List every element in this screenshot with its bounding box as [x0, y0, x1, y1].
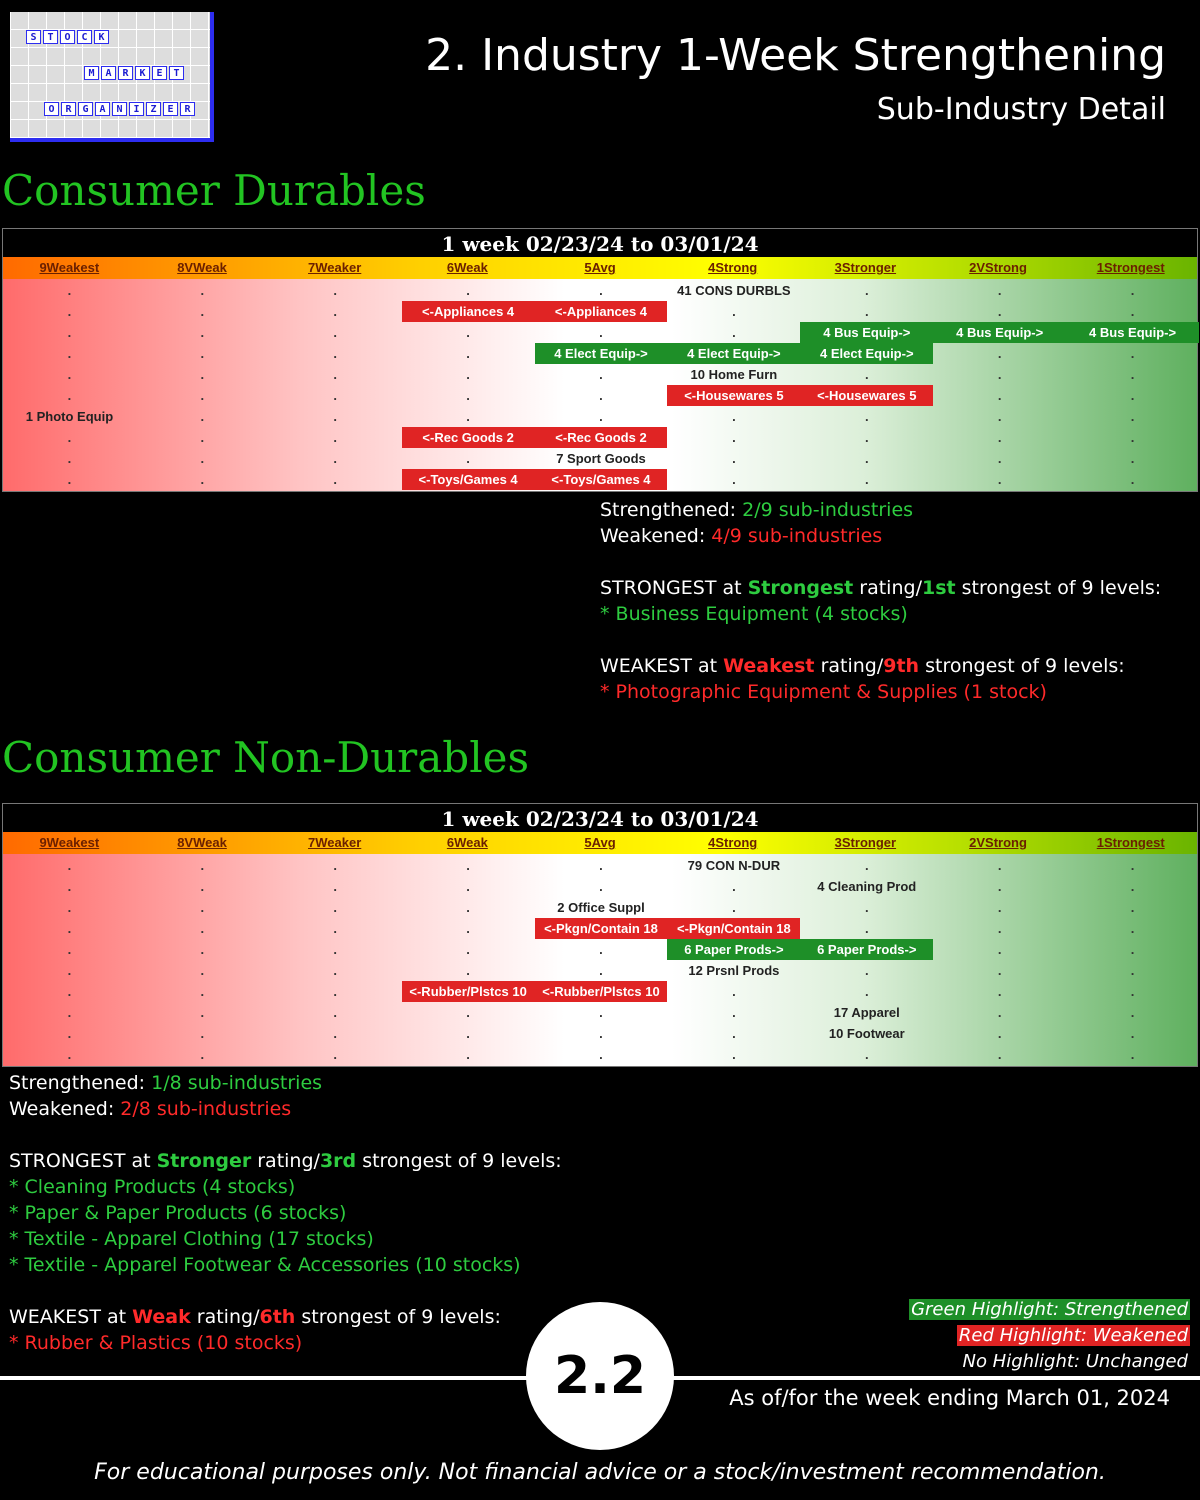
- empty-cell-dot: .: [333, 325, 338, 340]
- weakest-item: * Rubber & Plastics (10 stocks): [9, 1332, 303, 1354]
- empty-cell-dot: .: [466, 963, 470, 978]
- empty-cell-dot: .: [1130, 1047, 1135, 1062]
- empty-cell-dot: .: [864, 858, 869, 873]
- empty-cell-dot: .: [200, 325, 205, 340]
- weakened-line: Weakened: 4/9 sub-industries: [600, 525, 883, 547]
- empty-cell-dot: .: [466, 1005, 470, 1020]
- empty-cell-dot: .: [200, 304, 205, 319]
- empty-cell-dot: .: [599, 1026, 603, 1041]
- page-title: 2. Industry 1-Week Strengthening: [425, 30, 1166, 81]
- empty-cell-dot: .: [333, 942, 338, 957]
- empty-cell-dot: .: [333, 451, 338, 466]
- empty-cell-dot: .: [67, 963, 72, 978]
- empty-cell-dot: .: [732, 1047, 736, 1062]
- empty-cell-dot: .: [466, 346, 470, 361]
- sub-industry-cell-strengthened: 4 Elect Equip->: [800, 343, 933, 364]
- logo-letter: E: [152, 66, 167, 80]
- empty-cell-dot: .: [1130, 409, 1135, 424]
- logo-letter: I: [129, 102, 144, 116]
- level-label: 1Strongest: [1096, 260, 1165, 275]
- empty-cell-dot: .: [864, 984, 869, 999]
- empty-cell-dot: .: [333, 1005, 338, 1020]
- level-label: 8VWeak: [177, 835, 227, 850]
- empty-cell-dot: .: [599, 283, 603, 298]
- level-label: 3Stronger: [834, 835, 897, 850]
- level-label: 5Avg: [584, 260, 616, 275]
- empty-cell-dot: .: [200, 963, 205, 978]
- empty-cell-dot: .: [466, 283, 470, 298]
- empty-cell-dot: .: [200, 1026, 205, 1041]
- logo-letter: Z: [146, 102, 161, 116]
- empty-cell-dot: .: [466, 921, 470, 936]
- level-label: 2VStrong: [969, 260, 1027, 275]
- level-label: 6Weak: [446, 260, 488, 275]
- strongest-item: * Textile - Apparel Clothing (17 stocks): [9, 1228, 374, 1250]
- empty-cell-dot: .: [1130, 304, 1135, 319]
- empty-cell-dot: .: [599, 858, 603, 873]
- empty-cell-dot: .: [333, 984, 338, 999]
- empty-cell-dot: .: [466, 1047, 470, 1062]
- disclaimer: For educational purposes only. Not financial advice or a stock/investment recommendation.: [94, 1460, 1106, 1485]
- sub-industry-grid: [3, 279, 1197, 491]
- empty-cell-dot: .: [997, 346, 1002, 361]
- logo-letter: N: [112, 102, 127, 116]
- empty-cell-dot: .: [466, 451, 470, 466]
- empty-cell-dot: .: [333, 283, 338, 298]
- sub-industry-cell-weakened: <-Housewares 5: [800, 385, 933, 406]
- sub-industry-cell-weakened: <-Pkgn/Contain 18: [535, 918, 668, 939]
- empty-cell-dot: .: [1130, 942, 1135, 957]
- sub-industry-cell: 2 Office Suppl: [557, 900, 645, 915]
- strongest-item: * Textile - Apparel Footwear & Accessories (10 stocks): [9, 1254, 521, 1276]
- empty-cell-dot: .: [1130, 921, 1135, 936]
- empty-cell-dot: .: [864, 409, 869, 424]
- logo-row-market: [84, 66, 184, 80]
- logo-letter: G: [78, 102, 93, 116]
- empty-cell-dot: .: [333, 900, 338, 915]
- empty-cell-dot: .: [333, 858, 338, 873]
- empty-cell-dot: .: [864, 451, 869, 466]
- empty-cell-dot: .: [1130, 451, 1135, 466]
- empty-cell-dot: .: [200, 367, 205, 382]
- empty-cell-dot: .: [1130, 1005, 1135, 1020]
- logo-letter: S: [26, 30, 41, 44]
- empty-cell-dot: .: [732, 325, 736, 340]
- empty-cell-dot: .: [864, 367, 869, 382]
- logo-letter: K: [94, 30, 109, 44]
- empty-cell-dot: .: [732, 430, 736, 445]
- empty-cell-dot: .: [997, 472, 1002, 487]
- empty-cell-dot: .: [1130, 367, 1135, 382]
- empty-cell-dot: .: [997, 451, 1002, 466]
- empty-cell-dot: .: [732, 409, 736, 424]
- sub-industry-cell-strengthened: 4 Bus Equip->: [1066, 322, 1199, 343]
- empty-cell-dot: .: [333, 1047, 338, 1062]
- empty-cell-dot: .: [732, 1005, 736, 1020]
- empty-cell-dot: .: [997, 367, 1002, 382]
- empty-cell-dot: .: [997, 409, 1002, 424]
- empty-cell-dot: .: [333, 1026, 338, 1041]
- empty-cell-dot: .: [997, 858, 1002, 873]
- sub-industry-cell-strengthened: 4 Elect Equip->: [535, 343, 668, 364]
- empty-cell-dot: .: [200, 858, 205, 873]
- empty-cell-dot: .: [200, 1047, 205, 1062]
- empty-cell-dot: .: [1130, 858, 1135, 873]
- sub-industry-cell-weakened: <-Rec Goods 2: [402, 427, 535, 448]
- empty-cell-dot: .: [864, 900, 869, 915]
- empty-cell-dot: .: [200, 921, 205, 936]
- sub-industry-cell-weakened: <-Appliances 4: [402, 301, 535, 322]
- empty-cell-dot: .: [997, 984, 1002, 999]
- sub-industry-cell: 10 Footwear: [828, 1026, 905, 1041]
- empty-cell-dot: .: [67, 430, 72, 445]
- empty-cell-dot: .: [67, 1005, 72, 1020]
- empty-cell-dot: .: [1130, 430, 1135, 445]
- empty-cell-dot: .: [732, 304, 736, 319]
- section-title-durables: Consumer Durables: [2, 166, 426, 215]
- empty-cell-dot: .: [732, 984, 736, 999]
- empty-cell-dot: .: [599, 942, 603, 957]
- level-label: 5Avg: [584, 835, 616, 850]
- empty-cell-dot: .: [997, 879, 1002, 894]
- level-label: 3Stronger: [834, 260, 897, 275]
- empty-cell-dot: .: [997, 963, 1002, 978]
- strongest-item: * Business Equipment (4 stocks): [600, 603, 908, 625]
- empty-cell-dot: .: [466, 367, 470, 382]
- empty-cell-dot: .: [333, 346, 338, 361]
- empty-cell-dot: .: [1130, 388, 1135, 403]
- empty-cell-dot: .: [333, 388, 338, 403]
- empty-cell-dot: .: [200, 900, 205, 915]
- empty-cell-dot: .: [864, 430, 869, 445]
- empty-cell-dot: .: [333, 430, 338, 445]
- empty-cell-dot: .: [200, 283, 205, 298]
- weakened-line: Weakened: 2/8 sub-industries: [9, 1098, 292, 1120]
- empty-cell-dot: .: [200, 388, 205, 403]
- empty-cell-dot: .: [1130, 963, 1135, 978]
- logo-row-stock: [26, 30, 109, 44]
- sub-industry-cell: 12 Prsnl Prods: [688, 963, 780, 978]
- sub-industry-cell-weakened: <-Rubber/Plstcs 10: [535, 981, 668, 1002]
- empty-cell-dot: .: [599, 409, 603, 424]
- legend-green: Green Highlight: Strengthened: [911, 1299, 1188, 1320]
- durables-stats: [600, 497, 1161, 705]
- empty-cell-dot: .: [997, 283, 1002, 298]
- nondurables-chart: [2, 803, 1198, 1067]
- empty-cell-dot: .: [67, 984, 72, 999]
- empty-cell-dot: .: [997, 1005, 1002, 1020]
- empty-cell-dot: .: [864, 1047, 869, 1062]
- empty-cell-dot: .: [67, 858, 72, 873]
- empty-cell-dot: .: [67, 921, 72, 936]
- logo-letter: E: [163, 102, 178, 116]
- level-label: 8VWeak: [177, 260, 227, 275]
- empty-cell-dot: .: [466, 900, 470, 915]
- sub-industry-grid: [3, 854, 1197, 1066]
- sub-industry-cell-strengthened: 4 Bus Equip->: [933, 322, 1066, 343]
- sub-industry-cell-weakened: <-Toys/Games 4: [402, 469, 535, 490]
- level-label: 7Weaker: [308, 260, 362, 275]
- empty-cell-dot: .: [200, 430, 205, 445]
- empty-cell-dot: .: [997, 430, 1002, 445]
- empty-cell-dot: .: [997, 921, 1002, 936]
- logo-letter: C: [77, 30, 92, 44]
- empty-cell-dot: .: [67, 1047, 72, 1062]
- empty-cell-dot: .: [599, 325, 603, 340]
- sub-industry-cell: 7 Sport Goods: [556, 451, 646, 466]
- logo-letter: R: [118, 66, 133, 80]
- sub-industry-cell-strengthened: 6 Paper Prods->: [667, 939, 800, 960]
- durables-chart: [2, 228, 1198, 492]
- empty-cell-dot: .: [67, 451, 72, 466]
- empty-cell-dot: .: [599, 1047, 603, 1062]
- empty-cell-dot: .: [67, 1026, 72, 1041]
- empty-cell-dot: .: [732, 900, 736, 915]
- empty-cell-dot: .: [200, 472, 205, 487]
- empty-cell-dot: .: [466, 325, 470, 340]
- logo-letter: T: [43, 30, 58, 44]
- empty-cell-dot: .: [599, 367, 603, 382]
- chart-title: 1 week 02/23/24 to 03/01/24: [3, 804, 1197, 832]
- sub-industry-cell-strengthened: 4 Bus Equip->: [800, 322, 933, 343]
- sub-industry-cell-weakened: <-Housewares 5: [667, 385, 800, 406]
- empty-cell-dot: .: [200, 346, 205, 361]
- empty-cell-dot: .: [997, 900, 1002, 915]
- weakest-line: WEAKEST at Weak rating/6th strongest of 9 levels:: [9, 1306, 501, 1328]
- empty-cell-dot: .: [864, 921, 869, 936]
- empty-cell-dot: .: [200, 451, 205, 466]
- empty-cell-dot: .: [466, 388, 470, 403]
- highlight-legend: [909, 1297, 1190, 1375]
- empty-cell-dot: .: [67, 472, 72, 487]
- page-subtitle: Sub-Industry Detail: [876, 92, 1166, 127]
- empty-cell-dot: .: [599, 879, 603, 894]
- empty-cell-dot: .: [1130, 1026, 1135, 1041]
- level-label: 4Strong: [708, 835, 758, 850]
- empty-cell-dot: .: [1130, 346, 1135, 361]
- stock-market-organizer-logo: [10, 12, 214, 142]
- sub-industry-cell-weakened: <-Rec Goods 2: [535, 427, 668, 448]
- logo-letter: O: [60, 30, 75, 44]
- page-number-badge: 2.2: [526, 1302, 674, 1450]
- empty-cell-dot: .: [599, 963, 603, 978]
- logo-letter: K: [135, 66, 150, 80]
- weakest-line: WEAKEST at Weakest rating/9th strongest of 9 levels:: [600, 655, 1125, 677]
- strongest-line: STRONGEST at Strongest rating/1st strongest of 9 levels:: [600, 577, 1162, 599]
- empty-cell-dot: .: [599, 1005, 603, 1020]
- strongest-item: * Cleaning Products (4 stocks): [9, 1176, 296, 1198]
- empty-cell-dot: .: [67, 283, 72, 298]
- sub-industry-cell: 41 CONS DURBLS: [677, 283, 791, 298]
- empty-cell-dot: .: [67, 346, 72, 361]
- logo-letter: A: [101, 66, 116, 80]
- sub-industry-cell-strengthened: 4 Elect Equip->: [667, 343, 800, 364]
- sub-industry-cell-weakened: <-Rubber/Plstcs 10: [402, 981, 535, 1002]
- empty-cell-dot: .: [466, 942, 470, 957]
- rating-levels-header: [3, 832, 1197, 854]
- empty-cell-dot: .: [67, 879, 72, 894]
- logo-letter: A: [95, 102, 110, 116]
- empty-cell-dot: .: [997, 1047, 1002, 1062]
- empty-cell-dot: .: [864, 283, 869, 298]
- level-label: 1Strongest: [1096, 835, 1165, 850]
- legend-red: Red Highlight: Weakened: [958, 1325, 1188, 1346]
- empty-cell-dot: .: [864, 304, 869, 319]
- sub-industry-cell: 79 CON N-DUR: [687, 858, 781, 873]
- level-label: 7Weaker: [308, 835, 362, 850]
- empty-cell-dot: .: [333, 304, 338, 319]
- empty-cell-dot: .: [1130, 900, 1135, 915]
- nondurables-stats: [9, 1070, 562, 1356]
- level-label: 6Weak: [446, 835, 488, 850]
- empty-cell-dot: .: [200, 1005, 205, 1020]
- empty-cell-dot: .: [333, 963, 338, 978]
- level-label: 2VStrong: [969, 835, 1027, 850]
- empty-cell-dot: .: [67, 367, 72, 382]
- logo-letter: O: [44, 102, 59, 116]
- empty-cell-dot: .: [67, 942, 72, 957]
- empty-cell-dot: .: [466, 409, 470, 424]
- empty-cell-dot: .: [997, 942, 1002, 957]
- empty-cell-dot: .: [333, 921, 338, 936]
- level-label: 9Weakest: [39, 835, 100, 850]
- empty-cell-dot: .: [466, 858, 470, 873]
- empty-cell-dot: .: [732, 1026, 736, 1041]
- empty-cell-dot: .: [67, 388, 72, 403]
- empty-cell-dot: .: [200, 409, 205, 424]
- empty-cell-dot: .: [732, 451, 736, 466]
- empty-cell-dot: .: [466, 879, 470, 894]
- empty-cell-dot: .: [1130, 984, 1135, 999]
- logo-letter: T: [169, 66, 184, 80]
- chart-title: 1 week 02/23/24 to 03/01/24: [3, 229, 1197, 257]
- rating-levels-header: [3, 257, 1197, 279]
- logo-letter: R: [61, 102, 76, 116]
- empty-cell-dot: .: [732, 879, 736, 894]
- legend-none: No Highlight: Unchanged: [962, 1351, 1188, 1372]
- strongest-item: * Paper & Paper Products (6 stocks): [9, 1202, 347, 1224]
- empty-cell-dot: .: [200, 942, 205, 957]
- empty-cell-dot: .: [333, 409, 338, 424]
- sub-industry-cell-strengthened: 6 Paper Prods->: [800, 939, 933, 960]
- sub-industry-cell-weakened: <-Appliances 4: [535, 301, 668, 322]
- level-label: 4Strong: [708, 260, 758, 275]
- as-of-date: As of/for the week ending March 01, 2024: [729, 1386, 1170, 1410]
- empty-cell-dot: .: [599, 388, 603, 403]
- empty-cell-dot: .: [333, 879, 338, 894]
- weakest-item: * Photographic Equipment & Supplies (1 stock): [600, 681, 1047, 703]
- sub-industry-cell: 1 Photo Equip: [25, 409, 114, 424]
- sub-industry-cell: 17 Apparel: [833, 1005, 900, 1020]
- empty-cell-dot: .: [1130, 283, 1135, 298]
- strengthened-line: Strengthened: 2/9 sub-industries: [600, 499, 914, 521]
- sub-industry-cell: 10 Home Furn: [690, 367, 778, 382]
- empty-cell-dot: .: [200, 879, 205, 894]
- empty-cell-dot: .: [1130, 472, 1135, 487]
- section-title-nondurables: Consumer Non-Durables: [2, 733, 530, 782]
- empty-cell-dot: .: [997, 304, 1002, 319]
- empty-cell-dot: .: [67, 304, 72, 319]
- empty-cell-dot: .: [67, 900, 72, 915]
- empty-cell-dot: .: [1130, 879, 1135, 894]
- sub-industry-cell-weakened: <-Pkgn/Contain 18: [667, 918, 800, 939]
- logo-letter: M: [84, 66, 99, 80]
- empty-cell-dot: .: [997, 1026, 1002, 1041]
- empty-cell-dot: .: [333, 367, 338, 382]
- empty-cell-dot: .: [333, 472, 338, 487]
- level-label: 9Weakest: [39, 260, 100, 275]
- logo-row-organizer: [44, 102, 195, 116]
- strongest-line: STRONGEST at Stronger rating/3rd strongest of 9 levels:: [9, 1150, 562, 1172]
- sub-industry-cell: 4 Cleaning Prod: [817, 879, 917, 894]
- strengthened-line: Strengthened: 1/8 sub-industries: [9, 1072, 323, 1094]
- logo-letter: R: [180, 102, 195, 116]
- empty-cell-dot: .: [864, 472, 869, 487]
- empty-cell-dot: .: [732, 472, 736, 487]
- empty-cell-dot: .: [466, 1026, 470, 1041]
- empty-cell-dot: .: [864, 963, 869, 978]
- empty-cell-dot: .: [200, 984, 205, 999]
- empty-cell-dot: .: [997, 388, 1002, 403]
- sub-industry-cell-weakened: <-Toys/Games 4: [535, 469, 668, 490]
- empty-cell-dot: .: [67, 325, 72, 340]
